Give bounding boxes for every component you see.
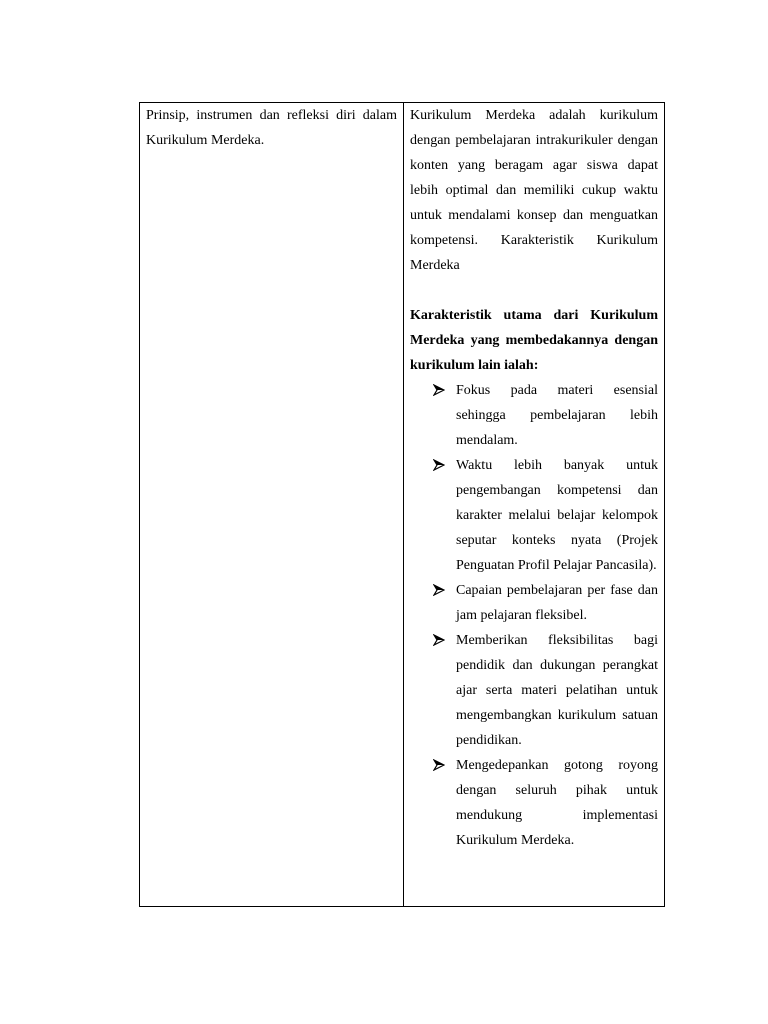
list-item-text: Mengedepankan gotong royong dengan seluruh pihak untuk mendukung implementasi Kurikulum Merdeka.	[456, 758, 658, 848]
characteristics-heading: Karakteristik utama dari Kurikulum Merdeka yang membedakannya dengan kurikulum lain ialah:	[410, 308, 658, 373]
list-item	[456, 628, 658, 753]
list-item-text: Fokus pada materi esensial sehingga pembelajaran lebih mendalam.	[456, 383, 658, 448]
table-cell-description	[404, 103, 664, 906]
topic-text: Prinsip, instrumen dan refleksi diri dalam Kurikulum Merdeka.	[146, 108, 397, 148]
list-item-text: Waktu lebih banyak untuk pengembangan kompetensi dan karakter melalui belajar kelompok seputar konteks nyata (Projek Penguatan Profil Pelajar Pancasila).	[456, 458, 658, 573]
arrow-bullet-icon	[433, 584, 445, 596]
characteristics-list	[410, 378, 658, 853]
intro-paragraph	[410, 103, 658, 278]
arrow-bullet-icon	[433, 634, 445, 646]
arrow-bullet-icon	[433, 384, 445, 396]
list-item	[456, 753, 658, 853]
list-item	[456, 378, 658, 453]
content-table	[139, 102, 665, 907]
list-item-text: Capaian pembelajaran per fase dan jam pelajaran fleksibel.	[456, 583, 658, 623]
intro-text: Kurikulum Merdeka adalah kurikulum dengan pembelajaran intrakurikuler dengan konten yang beragam agar siswa dapat lebih optimal dan memiliki cukup waktu untuk mendalami konsep dan menguatkan kompetensi.	[410, 108, 658, 248]
intro-tail-text: Karakteristik Kurikulum Merdeka	[410, 233, 659, 273]
table-cell-topic	[140, 103, 403, 906]
arrow-bullet-icon	[433, 759, 445, 771]
list-item	[456, 578, 658, 628]
list-item	[456, 453, 658, 578]
list-item-text: Memberikan fleksibilitas bagi pendidik dan dukungan perangkat ajar serta materi pelatihan untuk mengembangkan kurikulum satuan pendidikan.	[456, 633, 658, 748]
arrow-bullet-icon	[433, 459, 445, 471]
